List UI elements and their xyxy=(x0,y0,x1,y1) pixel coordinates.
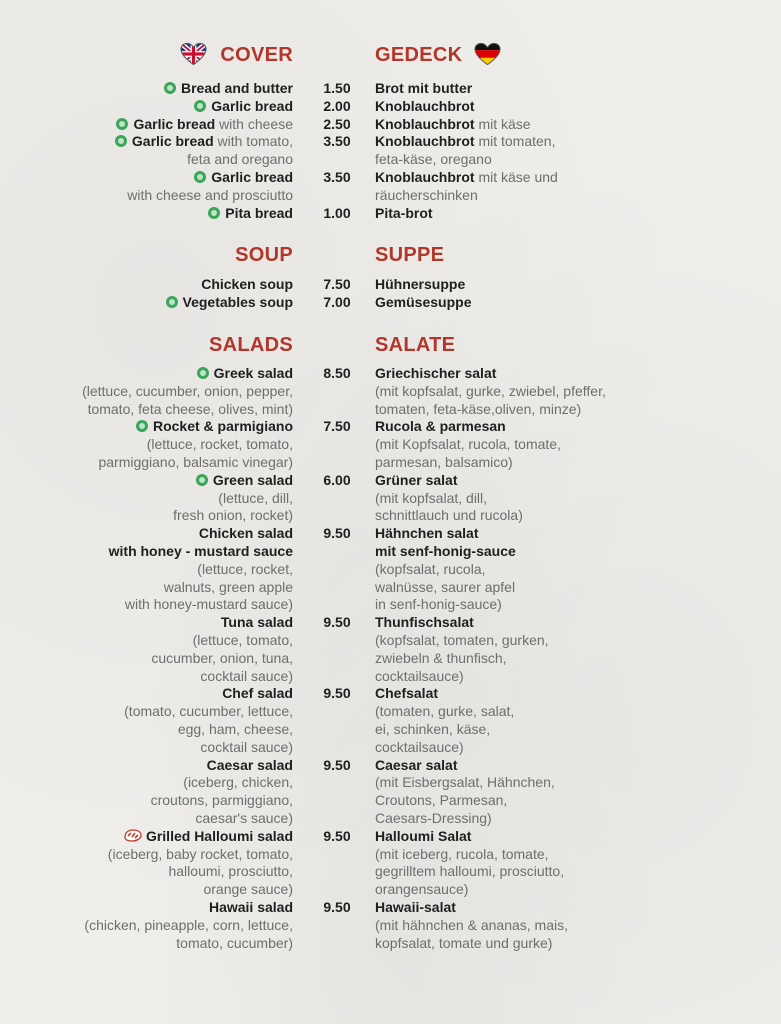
cover-heading-de: GEDECK xyxy=(375,42,501,67)
price: 7.50 xyxy=(323,418,351,435)
item-description: Croutons, Parmesan, xyxy=(375,792,508,809)
list-item: Thunfischsalat xyxy=(375,614,474,631)
price: 9.50 xyxy=(323,898,351,915)
item-description: caesar's sauce) xyxy=(195,809,293,826)
hot-chili-badge-icon xyxy=(123,828,143,843)
cover-prices xyxy=(312,80,362,222)
list-item: Greek salad xyxy=(82,365,293,383)
item-description: (mit kopfsalat, gurke, zwiebel, pfeffer, xyxy=(375,382,606,399)
list-item: Chef salad xyxy=(222,685,293,702)
list-item-subtitle: mit senf-honig-sauce xyxy=(375,542,516,559)
item-description: walnüsse, saurer apfel xyxy=(375,578,516,595)
item-description: (iceberg, chicken, xyxy=(183,774,293,791)
item-description: cocktail sauce) xyxy=(200,667,293,684)
item-description: with honey-mustard sauce) xyxy=(124,596,293,613)
vegetarian-leaf-icon xyxy=(194,171,206,183)
uk-flag-heart-icon xyxy=(180,42,207,66)
item-description: tomaten, feta-käse,oliven, minze) xyxy=(375,400,582,417)
item-description: (tomato, cucumber, lettuce, xyxy=(124,703,293,720)
list-item: Rucola & parmesan xyxy=(375,418,506,435)
list-item: Pita bread xyxy=(115,205,293,223)
item-description: schnittlauch und rucola) xyxy=(375,507,523,524)
salads-prices xyxy=(312,365,362,917)
list-item: Grüner salat xyxy=(375,471,458,488)
list-item: Grilled Halloumi salad xyxy=(82,828,293,846)
list-item: Hühnersuppe xyxy=(375,276,466,292)
item-description: räucherschinken xyxy=(375,186,478,203)
item-description: zwiebeln & thunfisch, xyxy=(375,649,507,666)
salads-list-en xyxy=(82,365,293,952)
vegetarian-leaf-icon xyxy=(115,135,127,147)
item-description: (tomaten, gurke, salat, xyxy=(375,703,515,720)
list-item: Knoblauchbrot mit käse und xyxy=(375,168,558,185)
soup-list-en xyxy=(166,276,293,312)
item-description: fresh onion, rocket) xyxy=(173,507,293,524)
item-description: orange sauce) xyxy=(203,881,293,898)
item-description: parmesan, balsamico) xyxy=(375,453,513,470)
soup-list-de xyxy=(375,276,471,312)
item-description: (chicken, pineapple, corn, lettuce, xyxy=(84,916,293,933)
list-item-subtitle: with honey - mustard sauce xyxy=(108,542,293,559)
list-item: Hawaii salad xyxy=(208,898,293,915)
cover-heading-en: COVER xyxy=(180,42,293,67)
item-description: kopfsalat, tomate und gurke) xyxy=(375,934,553,951)
item-description: tomato, feta cheese, olives, mint) xyxy=(87,400,293,417)
item-description: cocktail sauce) xyxy=(200,738,293,755)
item-description: (mit hähnchen & ananas, mais, xyxy=(375,916,568,933)
price: 1.00 xyxy=(323,204,351,221)
list-item: Gemüsesuppe xyxy=(375,293,472,310)
list-item: Garlic bread xyxy=(115,98,293,116)
list-item: Knoblauchbrot xyxy=(375,97,475,114)
item-description: (kopfsalat, rucola, xyxy=(375,560,486,577)
vegetarian-leaf-icon xyxy=(166,296,178,308)
item-description: walnuts, green apple xyxy=(163,578,293,595)
soup-prices xyxy=(312,276,362,312)
item-description: cucumber, onion, tuna, xyxy=(151,649,293,666)
item-description: cocktailsauce) xyxy=(375,667,464,684)
item-description: (lettuce, rocket, xyxy=(197,560,293,577)
item-description: parmiggiano, balsamic vinegar) xyxy=(98,453,293,470)
list-item: Griechischer salat xyxy=(375,365,497,381)
item-description: gegrilltem halloumi, prosciutto, xyxy=(375,863,565,880)
vegetarian-leaf-icon xyxy=(208,207,220,219)
list-item: Pita-brot xyxy=(375,204,433,221)
price: 2.50 xyxy=(323,115,351,132)
vegetarian-leaf-icon xyxy=(197,367,209,379)
list-item: Garlic bread xyxy=(115,169,293,187)
item-description: with cheese and prosciutto xyxy=(127,186,293,203)
list-item: Knoblauchbrot mit käse xyxy=(375,115,531,132)
list-item: Hähnchen salat xyxy=(375,525,479,542)
list-item: Halloumi Salat xyxy=(375,827,472,844)
list-item: Chicken salad xyxy=(198,525,293,542)
item-description: tomato, cucumber) xyxy=(176,934,293,951)
price: 9.50 xyxy=(323,525,351,542)
item-description: Caesars-Dressing) xyxy=(375,809,492,826)
item-description: (lettuce, cucumber, onion, pepper, xyxy=(82,382,293,399)
item-description: orangensauce) xyxy=(375,881,469,898)
item-description: (lettuce, dill, xyxy=(218,489,293,506)
price: 1.50 xyxy=(323,80,351,96)
item-description: (kopfsalat, tomaten, gurken, xyxy=(375,631,549,648)
price: 7.00 xyxy=(323,293,351,310)
vegetarian-leaf-icon xyxy=(164,82,176,94)
vegetarian-leaf-icon xyxy=(116,118,128,130)
price: 8.50 xyxy=(323,365,351,381)
list-item: Garlic bread with tomato, xyxy=(115,133,293,151)
vegetarian-leaf-icon xyxy=(196,474,208,486)
list-item: Garlic bread with cheese xyxy=(115,116,293,134)
list-item: Hawaii-salat xyxy=(375,898,456,915)
item-description: (lettuce, tomato, xyxy=(192,631,293,648)
item-description: croutons, parmiggiano, xyxy=(150,792,293,809)
item-description: feta and oregano xyxy=(187,151,293,168)
salads-heading-en: SALADS xyxy=(208,334,293,356)
price: 9.50 xyxy=(323,614,351,631)
list-item: Caesar salat xyxy=(375,756,458,773)
list-item: Bread and butter xyxy=(115,80,293,98)
price: 9.50 xyxy=(323,827,351,844)
list-item: Chicken soup xyxy=(201,276,293,292)
list-item: Vegetables soup xyxy=(166,294,293,312)
price: 6.00 xyxy=(323,471,351,488)
list-item: Rocket & parmigiano xyxy=(82,418,293,436)
list-item: Caesar salad xyxy=(206,756,293,773)
soup-heading-en: SOUP xyxy=(235,244,293,266)
price: 7.50 xyxy=(323,276,351,292)
cover-list-de xyxy=(375,80,558,222)
list-item: Green salad xyxy=(82,472,293,490)
vegetarian-leaf-icon xyxy=(136,420,148,432)
list-item: Knoblauchbrot mit tomaten, xyxy=(375,133,556,150)
vegetarian-leaf-icon xyxy=(194,100,206,112)
item-description: (mit iceberg, rucola, tomate, xyxy=(375,845,549,862)
item-description: (mit kopfsalat, dill, xyxy=(375,489,488,506)
item-description: egg, ham, cheese, xyxy=(177,720,293,737)
price: 9.50 xyxy=(323,685,351,702)
item-description: halloumi, prosciutto, xyxy=(168,863,293,880)
list-item: Chefsalat xyxy=(375,685,439,702)
cover-list-en xyxy=(115,80,293,222)
item-description: (mit Kopfsalat, rucola, tomate, xyxy=(375,436,561,453)
price: 3.50 xyxy=(323,133,351,150)
list-item: Brot mit butter xyxy=(375,80,473,96)
salads-list-de xyxy=(375,365,606,952)
list-item: Tuna salad xyxy=(220,614,293,631)
german-flag-heart-icon xyxy=(474,42,501,66)
item-description: (mit Eisbergsalat, Hähnchen, xyxy=(375,774,555,791)
soup-heading-de: SUPPE xyxy=(375,244,445,266)
item-description: ei, schinken, käse, xyxy=(375,720,491,737)
price: 3.50 xyxy=(323,168,351,185)
item-description: (lettuce, rocket, tomato, xyxy=(146,436,293,453)
salads-heading-de: SALATE xyxy=(375,334,456,356)
item-description: in senf-honig-sauce) xyxy=(375,596,502,613)
price: 2.00 xyxy=(323,97,351,114)
item-description: cocktailsauce) xyxy=(375,738,464,755)
item-description: (iceberg, baby rocket, tomato, xyxy=(107,845,293,862)
price: 9.50 xyxy=(323,756,351,773)
item-description: feta-käse, oregano xyxy=(375,151,492,168)
